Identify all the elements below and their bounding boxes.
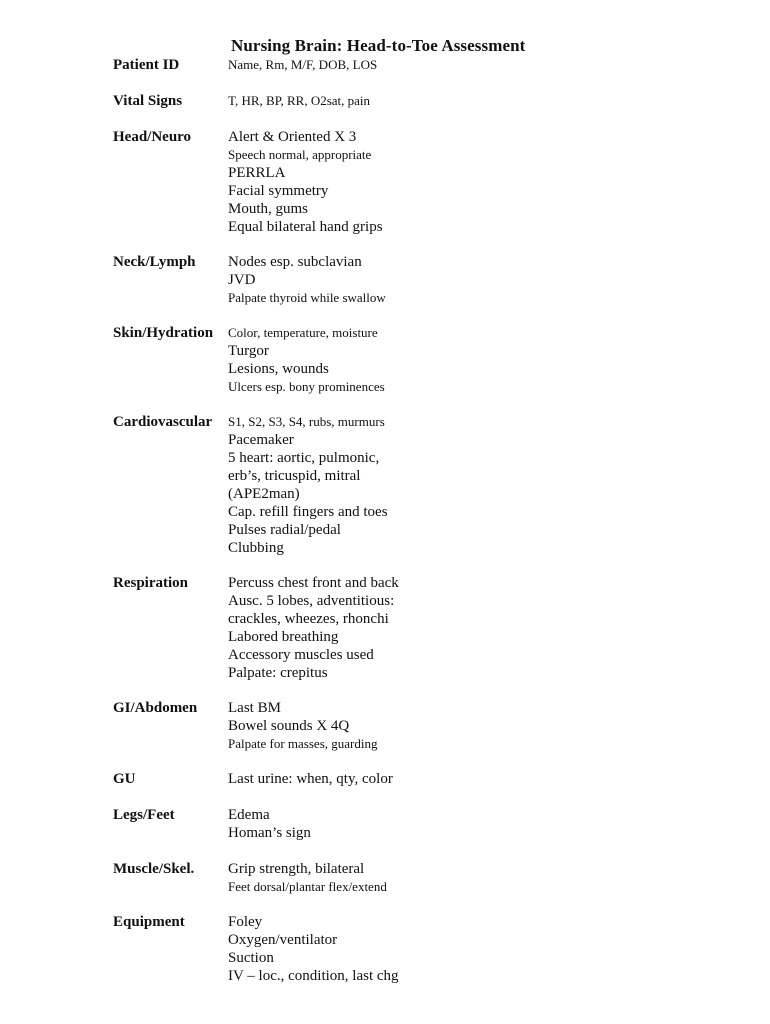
section-items — [228, 770, 728, 788]
assessment-item: PERRLA — [228, 165, 286, 181]
assessment-item: Edema — [228, 807, 270, 823]
assessment-item: Nodes esp. subclavian — [228, 254, 362, 270]
assessment-item: IV – loc., condition, last chg — [228, 968, 399, 984]
assessment-item: Bowel sounds X 4Q — [228, 718, 350, 734]
section-items — [228, 92, 728, 110]
assessment-item: Cap. refill fingers and toes — [228, 504, 388, 520]
assessment-item: 5 heart: aortic, pulmonic, — [228, 450, 380, 466]
section-items — [228, 860, 728, 896]
assessment-item: Alert & Oriented X 3 — [228, 129, 357, 145]
assessment-item: Equal bilateral hand grips — [228, 219, 383, 235]
section-label: Neck/Lymph — [113, 254, 196, 270]
assessment-item: Foley — [228, 914, 263, 930]
section-label: Muscle/Skel. — [113, 861, 195, 877]
assessment-item: Accessory muscles used — [228, 647, 374, 663]
assessment-item: Turgor — [228, 343, 269, 359]
assessment-item: Suction — [228, 950, 274, 966]
section-label: GI/Abdomen — [113, 700, 198, 716]
section-label: Cardiovascular — [113, 414, 213, 430]
section-label: Equipment — [113, 914, 185, 930]
assessment-item: Pulses radial/pedal — [228, 522, 341, 538]
section-label: Head/Neuro — [113, 129, 192, 145]
assessment-item: Speech normal, appropriate — [228, 147, 372, 162]
assessment-item: Last urine: when, qty, color — [228, 771, 393, 787]
assessment-item: Pacemaker — [228, 432, 294, 448]
assessment-item: (APE2man) — [228, 486, 300, 502]
section-items — [228, 128, 728, 236]
assessment-item: Palpate thyroid while swallow — [228, 290, 386, 305]
assessment-item: Oxygen/ventilator — [228, 932, 338, 948]
section-items — [228, 56, 728, 74]
section-label: Skin/Hydration — [113, 325, 214, 341]
section-items — [228, 806, 728, 842]
section-items — [228, 253, 728, 307]
assessment-item: Lesions, wounds — [228, 361, 329, 377]
section-items — [228, 324, 728, 396]
assessment-item: Mouth, gums — [228, 201, 309, 217]
assessment-item: T, HR, BP, RR, O2sat, pain — [228, 93, 371, 108]
assessment-item: Palpate for masses, guarding — [228, 736, 378, 751]
section-label: Respiration — [113, 575, 188, 591]
assessment-item: Name, Rm, M/F, DOB, LOS — [228, 57, 378, 72]
assessment-item: Ausc. 5 lobes, adventitious: — [228, 593, 395, 609]
section-label: Patient ID — [113, 57, 180, 73]
assessment-item: Percuss chest front and back — [228, 575, 399, 591]
section-label: Legs/Feet — [113, 807, 175, 823]
assessment-item: Feet dorsal/plantar flex/extend — [228, 879, 387, 894]
assessment-item: Last BM — [228, 700, 281, 716]
assessment-item: Grip strength, bilateral — [228, 861, 365, 877]
section-items — [228, 574, 728, 682]
section-items — [228, 699, 728, 753]
section-label: GU — [113, 771, 136, 787]
section-items — [228, 413, 728, 557]
assessment-item: erb’s, tricuspid, mitral — [228, 468, 361, 484]
assessment-item: crackles, wheezes, rhonchi — [228, 611, 389, 627]
assessment-item: Clubbing — [228, 540, 284, 556]
assessment-item: Ulcers esp. bony prominences — [228, 379, 385, 394]
assessment-item: S1, S2, S3, S4, rubs, murmurs — [228, 414, 385, 429]
assessment-item: Facial symmetry — [228, 183, 329, 199]
assessment-item: Labored breathing — [228, 629, 339, 645]
assessment-item: JVD — [228, 272, 256, 288]
page-title: Nursing Brain: Head-to-Toe Assessment — [231, 36, 526, 55]
assessment-item: Homan’s sign — [228, 825, 311, 841]
assessment-item: Color, temperature, moisture — [228, 325, 378, 340]
section-label: Vital Signs — [113, 93, 183, 109]
assessment-item: Palpate: crepitus — [228, 665, 328, 681]
section-items — [228, 913, 728, 985]
